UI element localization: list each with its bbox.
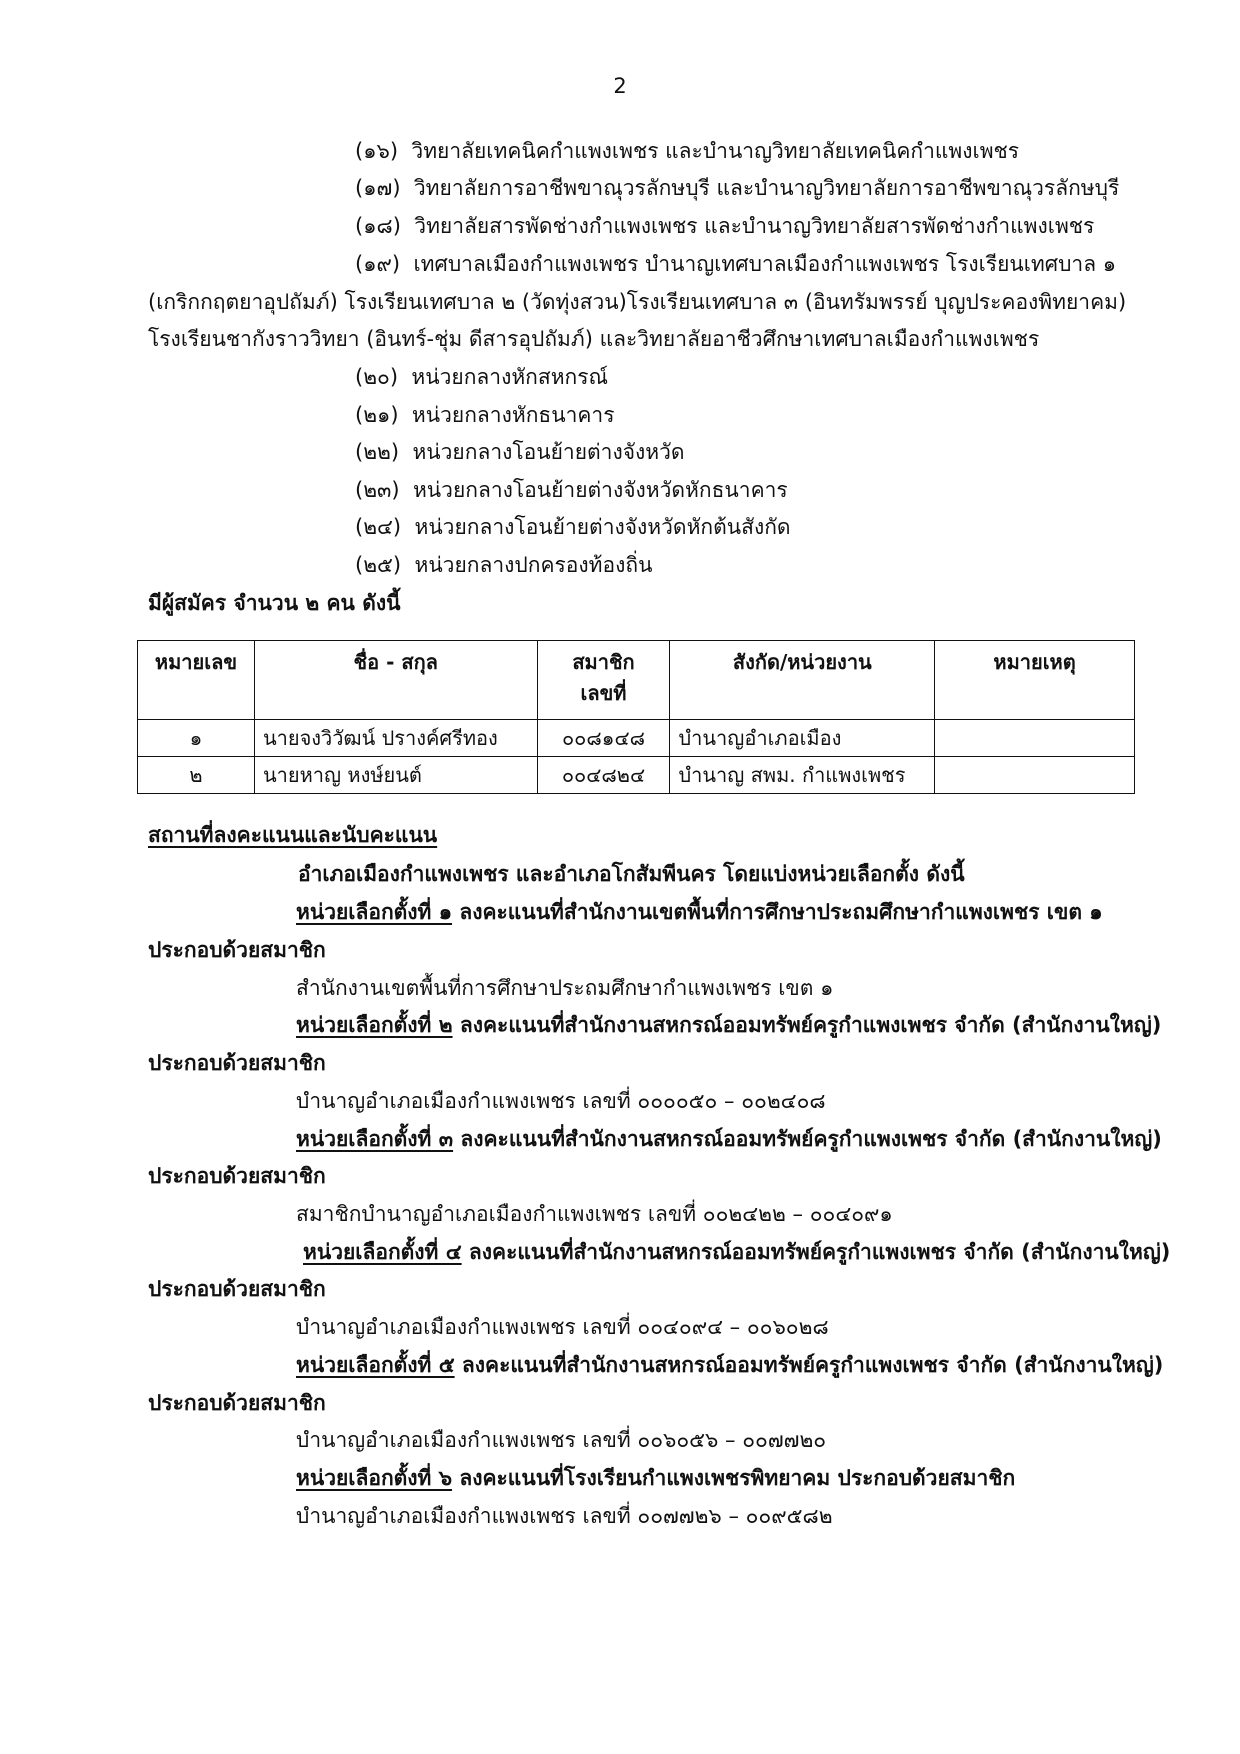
cell-name: นายจงวิวัฒน์ ปรางค์ศรีทอง: [254, 720, 537, 757]
list-item-continuation: (เกริกกฤตยาอุปถัมภ์) โรงเรียนเทศบาล ๒ (วัดทุ่งสวน)โรงเรียนเทศบาล ๓ (อินทรัมพรรย์ บุญประคองพิทยาคม): [148, 290, 1127, 314]
polling-unit-place: ลงคะแนนที่โรงเรียนกำแพงเพชรพิทยาคม ประกอบด้วยสมาชิก: [452, 1466, 1016, 1490]
composed-of-label: ประกอบด้วยสมาชิก: [148, 1164, 326, 1188]
list-item: [355, 550, 652, 580]
list-item: [355, 400, 615, 430]
list-item: [355, 249, 1116, 279]
polling-unit-label: หน่วยเลือกตั้งที่ ๖: [296, 1466, 453, 1490]
header-unit: สังกัด/หน่วยงาน: [670, 641, 935, 720]
cell-unit: บำนาญ สพม. กำแพงเพชร: [670, 757, 935, 794]
list-item-text: วิทยาลัยสารพัดช่างกำแพงเพชร และบำนาญวิทยาลัยสารพัดช่างกำแพงเพชร: [414, 214, 1095, 238]
polling-unit-1: [296, 897, 1103, 927]
polling-unit-members: บำนาญอำเภอเมืองกำแพงเพชร เลขที่ ๐๐๔๐๙๔ – ๐๐๖๐๒๘: [296, 1315, 829, 1339]
cell-member-no: ๐๐๔๘๒๔: [537, 757, 670, 794]
list-item-text: หน่วยกลางปกครองท้องถิ่น: [414, 553, 653, 577]
cell-number: ๒: [138, 757, 255, 794]
polling-unit-members: บำนาญอำเภอเมืองกำแพงเพชร เลขที่ ๐๐๖๐๕๖ – ๐๐๗๗๒๐: [296, 1428, 827, 1452]
cell-name: นายหาญ หงษ์ยนต์: [254, 757, 537, 794]
list-item-number: (๒๔): [355, 515, 402, 539]
composed-of-label: ประกอบด้วยสมาชิก: [148, 1051, 326, 1075]
polling-unit-place: ลงคะแนนที่สำนักงานเขตพื้นที่การศึกษาประถมศึกษากำแพงเพชร เขต ๑: [452, 900, 1103, 924]
polling-unit-label: หน่วยเลือกตั้งที่ ๕: [296, 1353, 455, 1377]
polling-unit-place: ลงคะแนนที่สำนักงานสหกรณ์ออมทรัพย์ครูกำแพงเพชร จำกัด (สำนักงานใหญ่): [452, 1013, 1162, 1037]
polling-unit-4: [303, 1237, 1170, 1267]
polling-unit-members: บำนาญอำเภอเมืองกำแพงเพชร เลขที่ ๐๐๐๐๕๐ – ๐๐๒๔๐๘: [296, 1089, 826, 1113]
list-item-number: (๑๗): [355, 176, 401, 200]
list-item: [355, 437, 685, 467]
applicants-heading: มีผู้สมัคร จำนวน ๒ คน ดังนี้: [148, 591, 401, 615]
list-item-number: (๒๓): [355, 478, 400, 502]
list-item-number: (๑๖): [355, 139, 399, 163]
list-item-text: วิทยาลัยการอาชีพขาณุวรลักษบุรี และบำนาญวิทยาลัยการอาชีพขาณุวรลักษบุรี: [413, 176, 1120, 200]
list-item-text: วิทยาลัยเทคนิคกำแพงเพชร และบำนาญวิทยาลัยเทคนิคกำแพงเพชร: [411, 139, 1020, 163]
list-item: [355, 211, 1094, 241]
table-row: [138, 757, 1135, 794]
list-item: [355, 173, 1119, 203]
list-item-text: หน่วยกลางหักสหกรณ์: [411, 365, 609, 389]
list-item-number: (๒๐): [355, 365, 399, 389]
applicants-table: [137, 640, 1135, 794]
polling-unit-members: บำนาญอำเภอเมืองกำแพงเพชร เลขที่ ๐๐๗๗๒๖ – ๐๐๙๕๘๒: [296, 1504, 833, 1528]
page-number: 2: [613, 74, 627, 98]
composed-of-label: ประกอบด้วยสมาชิก: [148, 938, 326, 962]
composed-of-label: ประกอบด้วยสมาชิก: [148, 1391, 326, 1415]
polling-unit-place: ลงคะแนนที่สำนักงานสหกรณ์ออมทรัพย์ครูกำแพงเพชร จำกัด (สำนักงานใหญ่): [454, 1353, 1164, 1377]
polling-unit-label: หน่วยเลือกตั้งที่ ๓: [296, 1127, 454, 1151]
polling-unit-label: หน่วยเลือกตั้งที่ ๑: [296, 900, 453, 924]
list-item: [355, 512, 791, 542]
cell-note: [935, 720, 1135, 757]
header-number: หมายเลข: [138, 641, 255, 720]
list-item-number: (๒๒): [355, 440, 400, 464]
table-row: [138, 720, 1135, 757]
table-header-row: [138, 641, 1135, 720]
list-item-number: (๒๕): [355, 553, 402, 577]
composed-of-label: ประกอบด้วยสมาชิก: [148, 1277, 326, 1301]
cell-member-no: ๐๐๘๑๔๘: [537, 720, 670, 757]
polling-unit-members: สำนักงานเขตพื้นที่การศึกษาประถมศึกษากำแพงเพชร เขต ๑: [296, 976, 834, 1000]
list-item-number: (๑๙): [355, 252, 401, 276]
venue-heading: สถานที่ลงคะแนนและนับคะแนน: [148, 823, 438, 847]
list-item-continuation: โรงเรียนชากังราววิทยา (อินทร์-ชุ่ม ดีสารอุปถัมภ์) และวิทยาลัยอาชีวศึกษาเทศบาลเมืองกำแพงเพชร: [148, 327, 1040, 351]
list-item-text: หน่วยกลางโอนย้ายต่างจังหวัด: [412, 440, 685, 464]
list-item-text: หน่วยกลางโอนย้ายต่างจังหวัดหักธนาคาร: [412, 478, 788, 502]
polling-unit-3: [296, 1124, 1162, 1154]
cell-note: [935, 757, 1135, 794]
venue-intro: อำเภอเมืองกำแพงเพชร และอำเภอโกสัมพีนคร โดยแบ่งหน่วยเลือกตั้ง ดังนี้: [298, 862, 965, 886]
cell-number: ๑: [138, 720, 255, 757]
polling-unit-5: [296, 1350, 1163, 1380]
polling-unit-members: สมาชิกบำนาญอำเภอเมืองกำแพงเพชร เลขที่ ๐๐๒๔๒๒ – ๐๐๔๐๙๑: [296, 1202, 893, 1226]
polling-unit-place: ลงคะแนนที่สำนักงานสหกรณ์ออมทรัพย์ครูกำแพงเพชร จำกัด (สำนักงานใหญ่): [453, 1127, 1162, 1151]
polling-unit-place: ลงคะแนนที่สำนักงานสหกรณ์ออมทรัพย์ครูกำแพงเพชร จำกัด (สำนักงานใหญ่): [461, 1240, 1171, 1264]
polling-unit-2: [296, 1010, 1161, 1040]
header-name: ชื่อ - สกุล: [254, 641, 537, 720]
polling-unit-label: หน่วยเลือกตั้งที่ ๒: [296, 1013, 453, 1037]
header-member-no: สมาชิก เลขที่: [537, 641, 670, 720]
list-item-text: หน่วยกลางหักธนาคาร: [411, 403, 615, 427]
list-item: [355, 136, 1019, 166]
list-item: [355, 362, 608, 392]
list-item-number: (๑๘): [355, 214, 401, 238]
cell-unit: บำนาญอำเภอเมือง: [670, 720, 935, 757]
list-item-number: (๒๑): [355, 403, 399, 427]
list-item: [355, 475, 788, 505]
list-item-text: หน่วยกลางโอนย้ายต่างจังหวัดหักต้นสังกัด: [414, 515, 791, 539]
list-item-text: เทศบาลเมืองกำแพงเพชร บำนาญเทศบาลเมืองกำแพงเพชร โรงเรียนเทศบาล ๑: [413, 252, 1117, 276]
polling-unit-label: หน่วยเลือกตั้งที่ ๔: [303, 1240, 462, 1264]
polling-unit-6: [296, 1463, 1015, 1493]
header-note: หมายเหตุ: [935, 641, 1135, 720]
